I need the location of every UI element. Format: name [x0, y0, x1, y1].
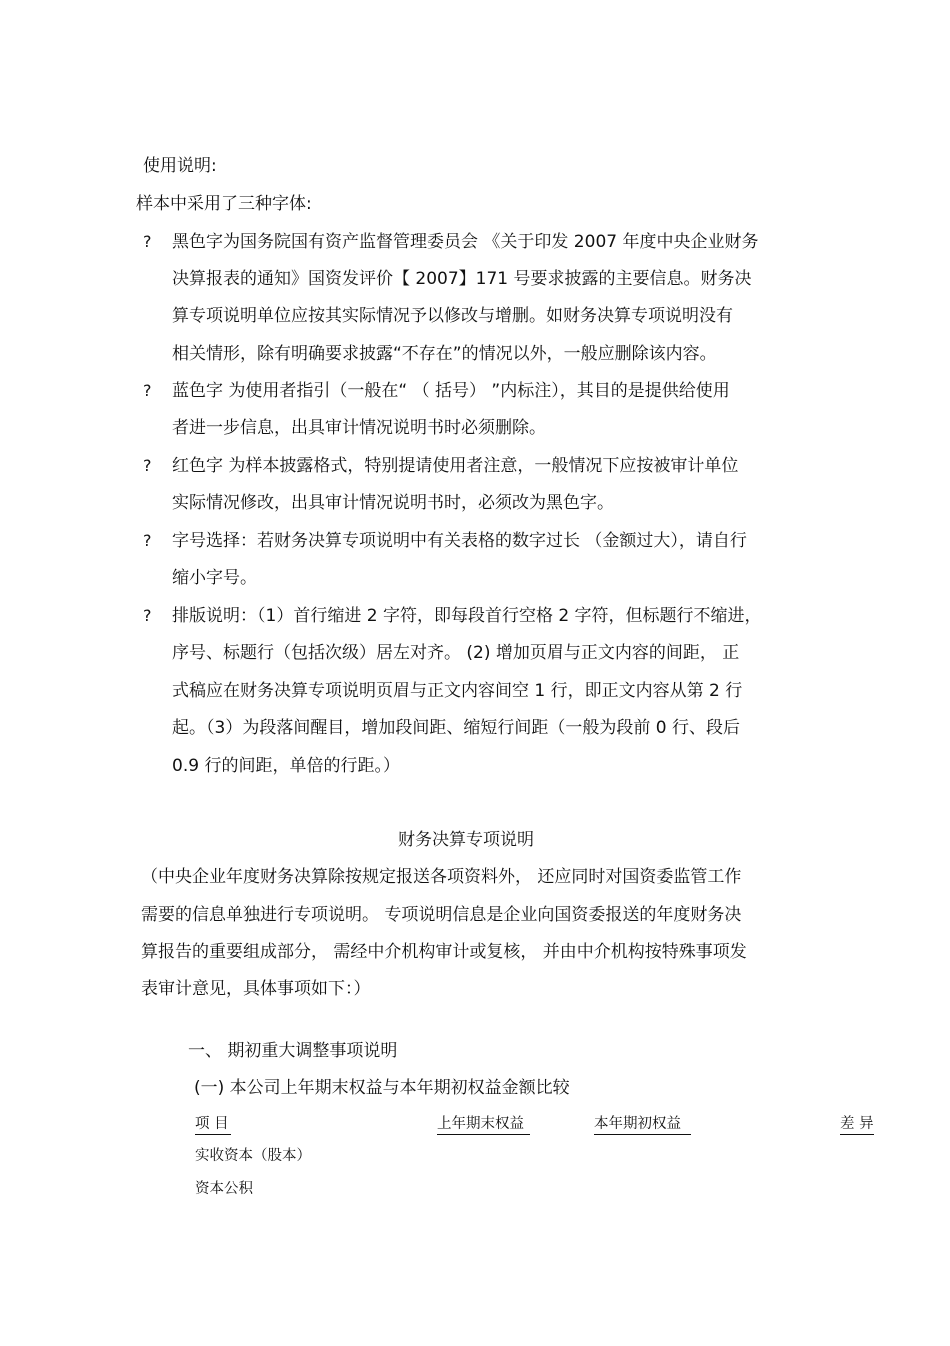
item-4-line-2: 缩小字号。	[172, 568, 257, 588]
instructions-title: 使用说明:	[143, 156, 217, 176]
report-intro-line-4: 表审计意见，具体事项如下：）	[141, 979, 371, 999]
bullet-mark: ?	[143, 531, 152, 550]
item-1-line-4: 相关情形，除有明确要求披露“不存在”的情况以外，一般应删除该内容。	[172, 344, 717, 364]
table-header-item: 项 目	[195, 1114, 231, 1135]
item-5-line-1: 排版说明：（1）首行缩进 2 字符，即每段首行空格 2 字符，但标题行不缩进，	[172, 606, 762, 626]
item-1-line-2: 决算报表的通知》国资发评价【 2007】171 号要求披露的主要信息。财务决	[172, 269, 752, 289]
item-5-line-5: 0.9 行的间距，单倍的行距。）	[172, 756, 400, 776]
bullet-mark: ?	[143, 381, 152, 400]
report-intro-line-2: 需要的信息单独进行专项说明。 专项说明信息是企业向国资委报送的年度财务决	[141, 905, 742, 925]
table-header-difference: 差 异	[840, 1114, 874, 1135]
item-1-line-1: 黑色字为国务院国有资产监督管理委员会 《关于印发 2007 年度中央企业财务	[172, 232, 759, 252]
report-intro-line-1: （中央企业年度财务决算除按规定报送各项资料外， 还应同时对国资委监管工作	[141, 867, 742, 887]
item-2-line-2: 者进一步信息，出具审计情况说明书时必须删除。	[172, 418, 546, 438]
table-header-prior-year-end-equity: 上年期末权益	[437, 1114, 530, 1135]
item-3-line-2: 实际情况修改，出具审计情况说明书时，必须改为黑色字。	[172, 493, 614, 513]
item-5-line-3: 式稿应在财务决算专项说明页眉与正文内容间空 1 行，即正文内容从第 2 行	[172, 681, 743, 701]
table-header-current-year-opening-equity: 本年期初权益	[594, 1114, 691, 1135]
subsection-heading: (一) 本公司上年期末权益与本年期初权益金额比较	[194, 1078, 570, 1098]
bullet-mark: ?	[143, 456, 152, 475]
bullet-mark: ?	[143, 232, 152, 251]
item-2-line-1: 蓝色字 为使用者指引（一般在“ （ 括号） ”内标注），其目的是提供给使用	[172, 381, 730, 401]
bullet-mark: ?	[143, 606, 152, 625]
table-row-label: 资本公积	[195, 1181, 253, 1197]
report-intro-line-3: 算报告的重要组成部分， 需经中介机构审计或复核， 并由中介机构按特殊事项发	[141, 942, 747, 962]
item-5-line-4: 起。（3）为段落间醒目，增加段间距、缩短行间距（一般为段前 0 行、段后	[172, 718, 740, 738]
item-1-line-3: 算专项说明单位应按其实际情况予以修改与增删。如财务决算专项说明没有	[172, 306, 733, 326]
section-heading: 一、 期初重大调整事项说明	[188, 1041, 398, 1061]
item-4-line-1: 字号选择：若财务决算专项说明中有关表格的数字过长 （金额过大），请自行	[172, 531, 747, 551]
item-5-line-2: 序号、标题行（包括次级）居左对齐。 (2) 增加页眉与正文内容的间距， 正	[172, 643, 740, 663]
table-row-label: 实收资本（股本）	[195, 1148, 311, 1164]
report-title: 财务决算专项说明	[398, 830, 534, 850]
item-3-line-1: 红色字 为样本披露格式，特别提请使用者注意，一般情况下应按被审计单位	[172, 456, 739, 476]
instructions-intro: 样本中采用了三种字体:	[136, 194, 312, 214]
